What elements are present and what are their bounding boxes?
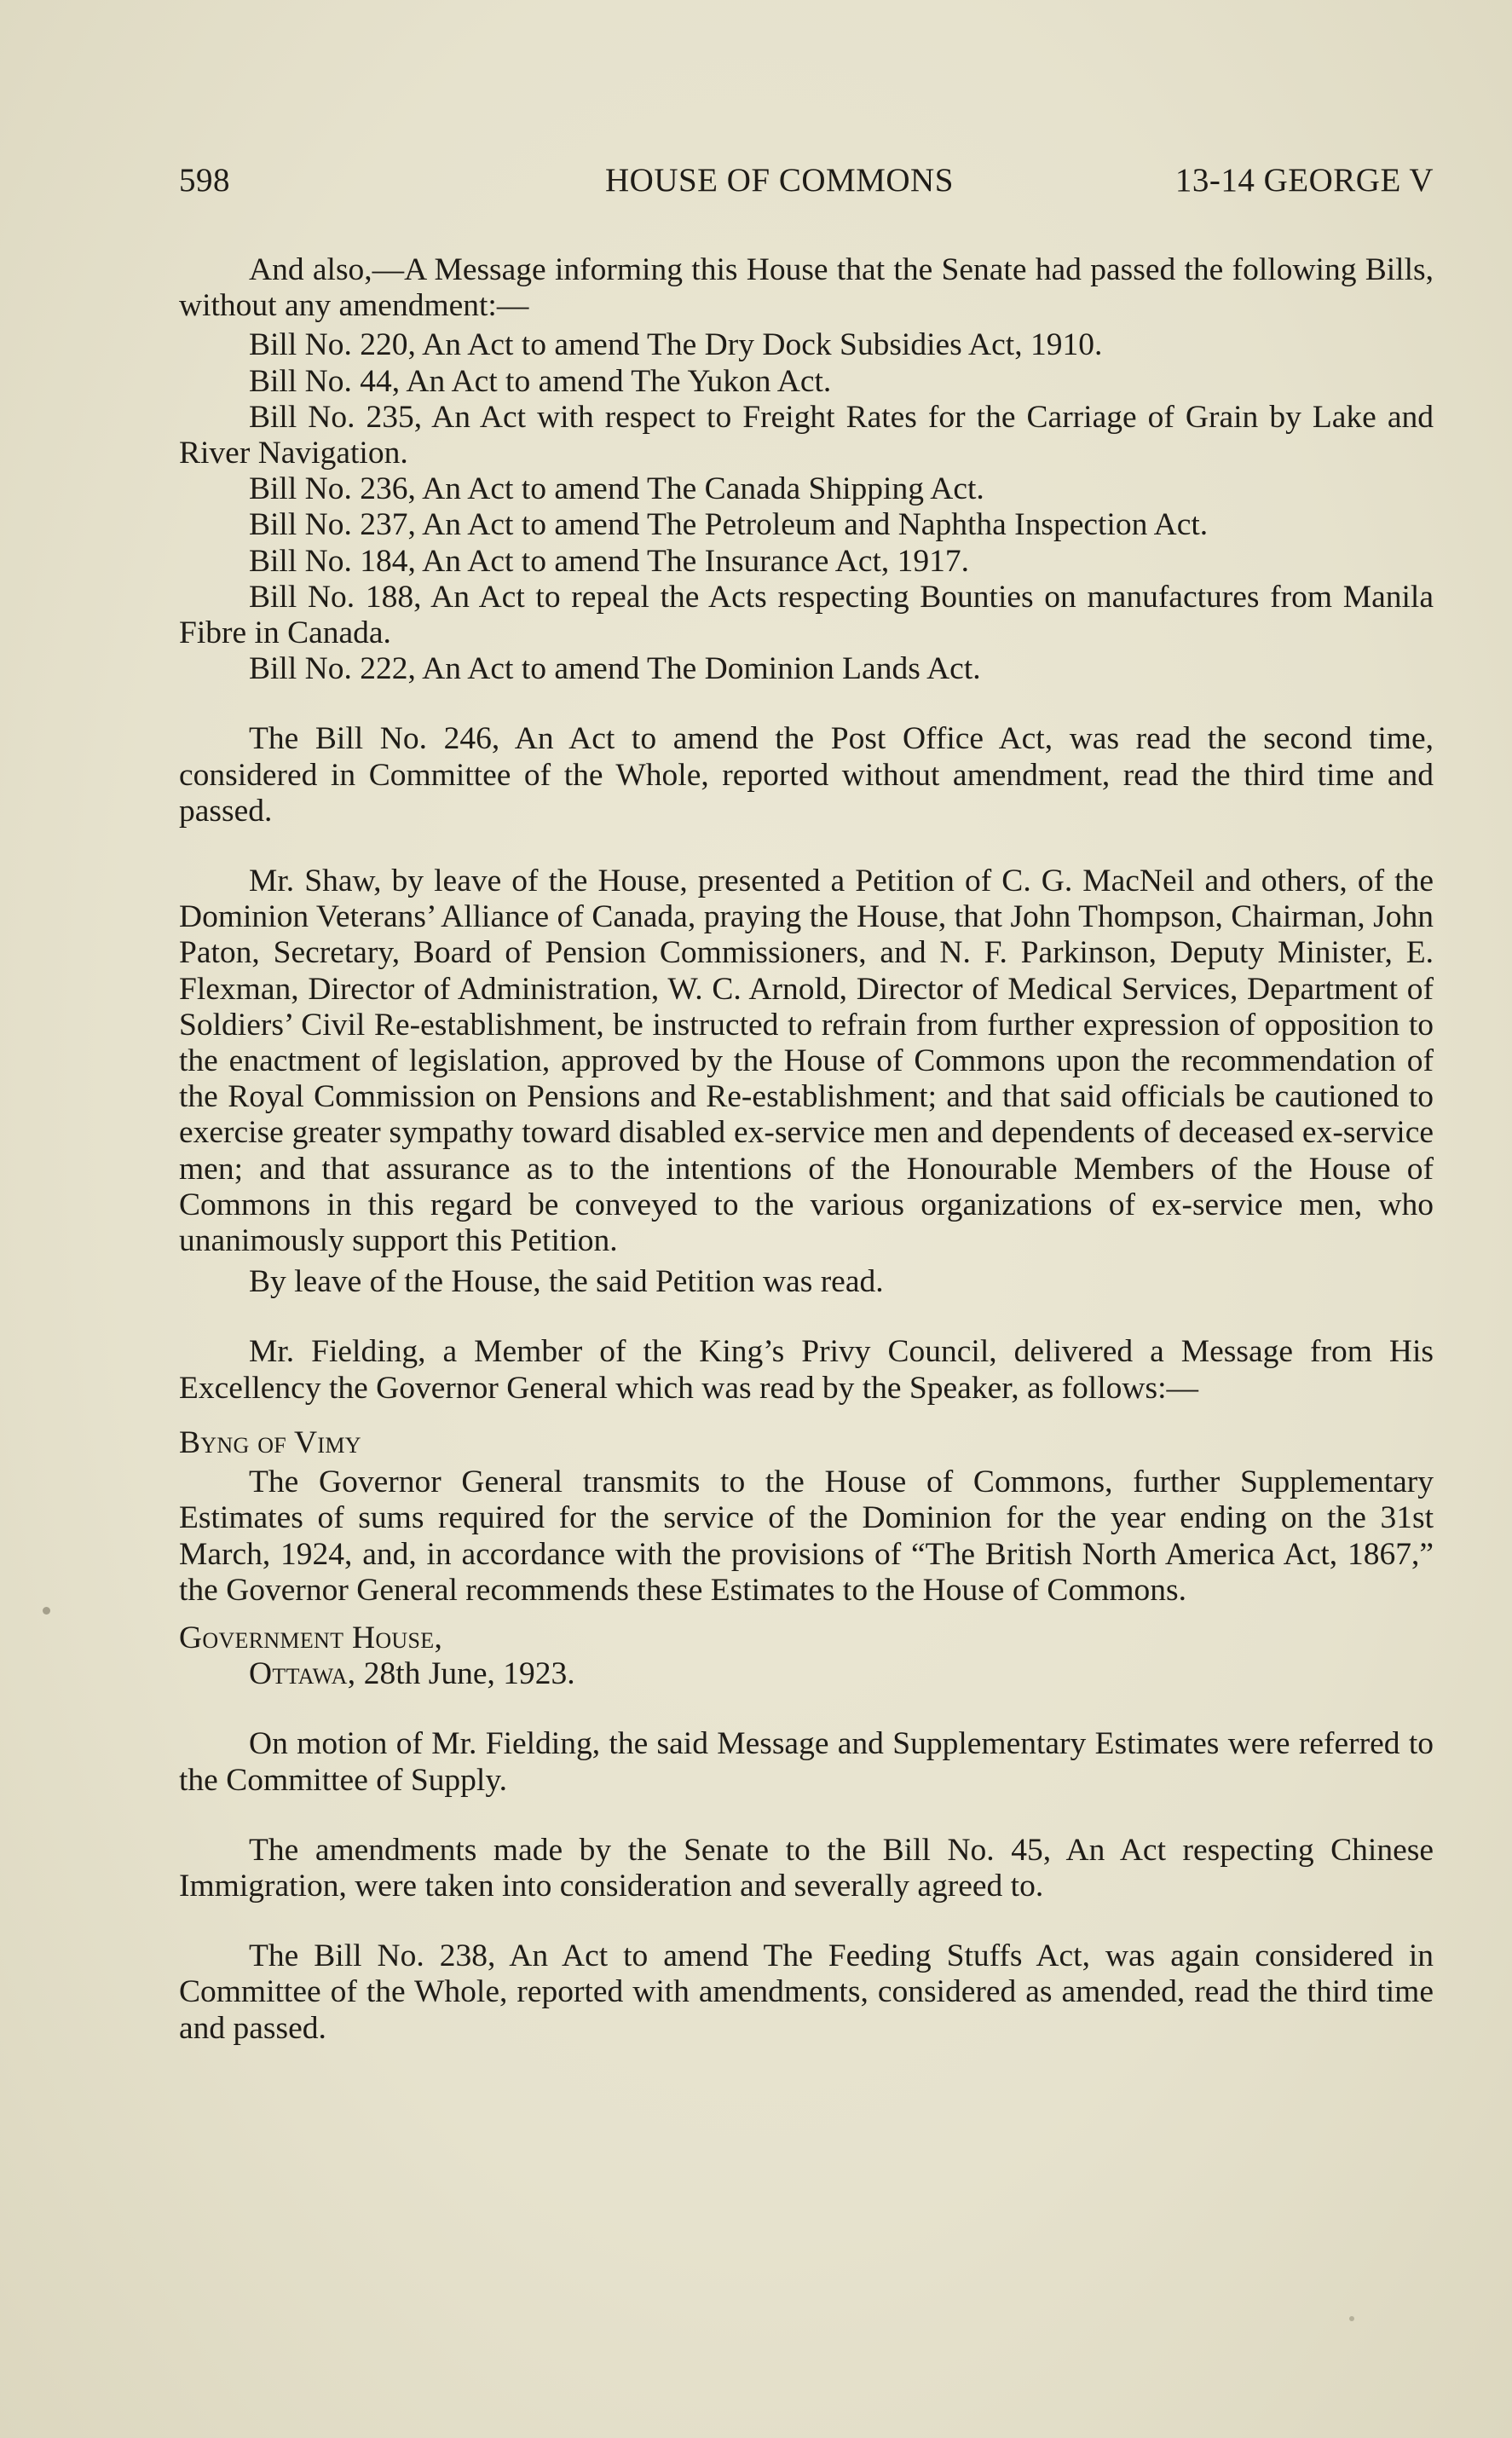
bill-45-paragraph: The amendments made by the Senate to the Bill No. 45, An Act respecting Chinese Immigration, were taken into consideration and severally agreed to. [179,1832,1434,1904]
place-name: Ottawa, [249,1656,356,1692]
bill-220-entry: Bill No. 220, An Act to amend The Dry Dock Subsidies Act, 1910. [249,327,1103,363]
place-date-line [179,1656,1434,1692]
header-regnal-years: 13-14 GEORGE V [1174,162,1434,199]
petition-read-paragraph: By leave of the House, the said Petition was read. [249,1264,884,1300]
bill-246-paragraph: The Bill No. 246, An Act to amend the Post Office Act, was read the second time, considered in Committee of the Whole, reported without amendment, read the third time and passed. [179,721,1434,829]
bill-222-entry: Bill No. 222, An Act to amend The Dominion Lands Act. [249,651,981,687]
bill-44-entry: Bill No. 44, An Act to amend The Yukon Act. [249,363,832,399]
header-title: HOUSE OF COMMONS [605,162,954,199]
bill-238-paragraph: The Bill No. 238, An Act to amend The Feeding Stuffs Act, was again considered in Committee of the Whole, reported with amendments, considered as amended, read the third time and passed. [179,1938,1434,2046]
petition-paragraph: Mr. Shaw, by leave of the House, presented a Petition of C. G. MacNeil and others, of the Dominion Veterans’ Alliance of Canada, praying the House, that John Thompson, Chairman, John Paton, Secretary, Board of Pension Commissioners, and N. F. Parkinson, Deputy Minister, E. Flexman, Director of Administration, W. C. Arnold, Director of Medical Services, Department of Soldiers’ Civil Re-establishment, be instructed to refrain from further expression of opposition to the enactment of legislation, approved by the House of Commons upon the recommendation of the Royal Commission on Pensions and Re-establishment; and that said officials be cautioned to exercise greater sympathy toward disabled ex-service men and dependents of deceased ex-service men; and that assurance as to the intentions of the Honourable Members of the House of Commons in this regard be conveyed to the various organizations of ex-service men, who unanimously support this Petition. [179,864,1434,1259]
page-number: 598 [179,162,230,199]
governor-general-message: The Governor General transmits to the House of Commons, further Supplementary Estimates of sums required for the service of the Dominion for the year ending on the 31st March, 1924, and, in accordance with the provisions of “The British North America Act, 1867,” the Governor General recommends these Estimates to the House of Commons. [179,1465,1434,1608]
bill-237-entry: Bill No. 237, An Act to amend The Petroleum and Naphtha Inspection Act. [249,507,1209,543]
supply-referral-paragraph: On motion of Mr. Fielding, the said Message and Supplementary Estimates were referred to the Committee of Supply. [179,1726,1434,1798]
bill-235-entry: Bill No. 235, An Act with respect to Freight Rates for the Carriage of Grain by Lake and River Navigation. [179,399,1434,471]
government-house-line: Government House, [179,1620,443,1655]
margin-speck [43,1607,50,1615]
message-date: 28th June, 1923. [363,1656,575,1692]
journal-body [179,252,1434,2047]
bill-188-entry: Bill No. 188, An Act to repeal the Acts respecting Bounties on manufactures from Manila Fibre in Canada. [179,579,1434,651]
bill-184-entry: Bill No. 184, An Act to amend The Insurance Act, 1917. [249,543,970,579]
governor-general-signature: Byng of Vimy [179,1424,361,1460]
running-header [179,159,1434,203]
margin-speck-2 [1349,2316,1354,2321]
senate-message-paragraph: And also,—A Message informing this House that the Senate had passed the following Bills, without any amendment:— [179,252,1434,324]
bill-236-entry: Bill No. 236, An Act to amend The Canada Shipping Act. [249,471,984,507]
fielding-message-paragraph: Mr. Fielding, a Member of the King’s Privy Council, delivered a Message from His Excellency the Governor General which was read by the Speaker, as follows:— [179,1334,1434,1406]
